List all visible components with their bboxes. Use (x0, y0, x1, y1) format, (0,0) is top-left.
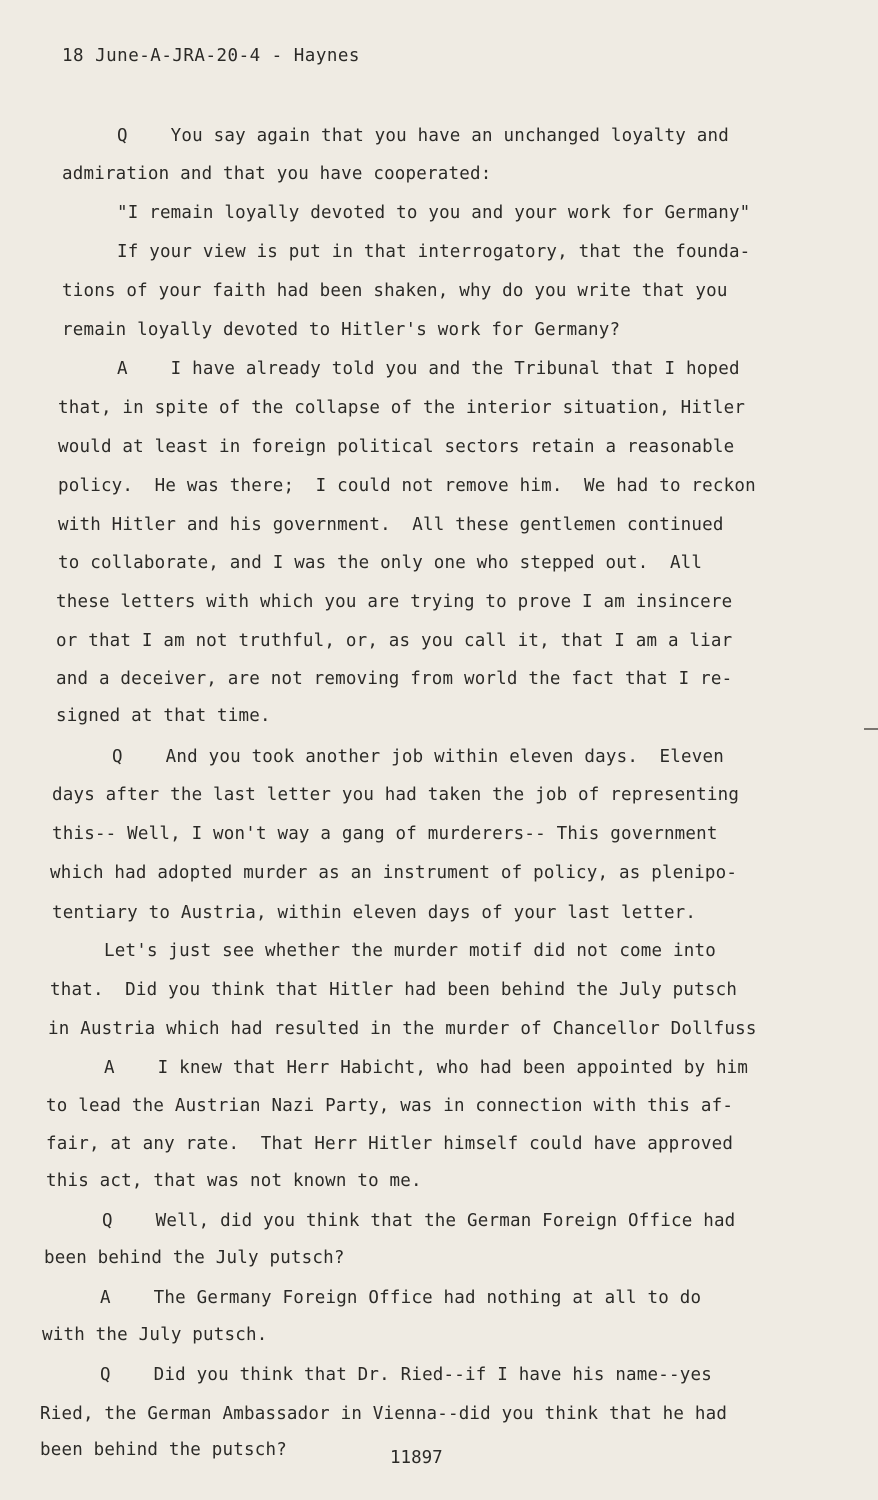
text-line: remain loyally devoted to Hitler's work for Germany? (62, 320, 621, 340)
text-line: these letters with which you are trying to prove I am insincere (56, 592, 733, 612)
text-line: with Hitler and his government. All these gentlemen continued (58, 515, 724, 535)
text-line: Ried, the German Ambassador in Vienna--did you think that he had (40, 1404, 728, 1424)
text-line: and a deceiver, are not removing from world the fact that I re- (56, 669, 733, 689)
text-line: Q And you took another job within eleven days. Eleven (112, 747, 724, 767)
text-line: would at least in foreign political sectors retain a reasonable (58, 437, 735, 457)
page-number: 11897 (390, 1448, 443, 1468)
text-line: been behind the July putsch? (44, 1248, 345, 1268)
text-line: admiration and that you have cooperated: (62, 164, 492, 184)
text-line: to lead the Austrian Nazi Party, was in connection with this af- (46, 1096, 734, 1116)
text-line: or that I am not truthful, or, as you call it, that I am a liar (56, 631, 733, 651)
text-line: days after the last letter you had taken the job of representing (52, 785, 740, 805)
text-line: this-- Well, I won't way a gang of murderers-- This government (52, 824, 718, 844)
text-line: "I remain loyally devoted to you and your work for Germany" (117, 203, 751, 223)
text-line: tentiary to Austria, within eleven days of your last letter. (52, 903, 697, 923)
margin-mark (864, 728, 878, 730)
text-line: that. Did you think that Hitler had been behind the July putsch (50, 980, 738, 1000)
text-line: with the July putsch. (42, 1325, 268, 1345)
text-line: If your view is put in that interrogatory, that the founda- (117, 242, 751, 262)
text-line: which had adopted murder as an instrument of policy, as plenipo- (50, 863, 738, 883)
text-line: Let's just see whether the murder motif did not come into (104, 941, 716, 961)
text-line: signed at that time. (56, 706, 271, 726)
page-header: 18 June-A-JRA-20-4 - Haynes (62, 46, 360, 66)
text-line: this act, that was not known to me. (46, 1171, 422, 1191)
text-line: been behind the putsch? (40, 1440, 287, 1460)
text-line: in Austria which had resulted in the murder of Chancellor Dollfuss (48, 1019, 757, 1039)
text-line: Q Did you think that Dr. Ried--if I have his name--yes (100, 1365, 712, 1385)
text-line: A I have already told you and the Tribunal that I hoped (117, 359, 740, 379)
text-line: tions of your faith had been shaken, why do you write that you (62, 281, 728, 301)
text-line: to collaborate, and I was the only one who stepped out. All (58, 553, 703, 573)
text-line: Q Well, did you think that the German Foreign Office had (102, 1211, 736, 1231)
text-line: Q You say again that you have an unchanged loyalty and (117, 126, 729, 146)
text-line: that, in spite of the collapse of the interior situation, Hitler (58, 398, 746, 418)
text-line: A The Germany Foreign Office had nothing at all to do (100, 1288, 702, 1308)
text-line: fair, at any rate. That Herr Hitler himself could have approved (46, 1134, 734, 1154)
text-line: policy. He was there; I could not remove him. We had to reckon (58, 476, 756, 496)
text-line: A I knew that Herr Habicht, who had been appointed by him (104, 1058, 749, 1078)
